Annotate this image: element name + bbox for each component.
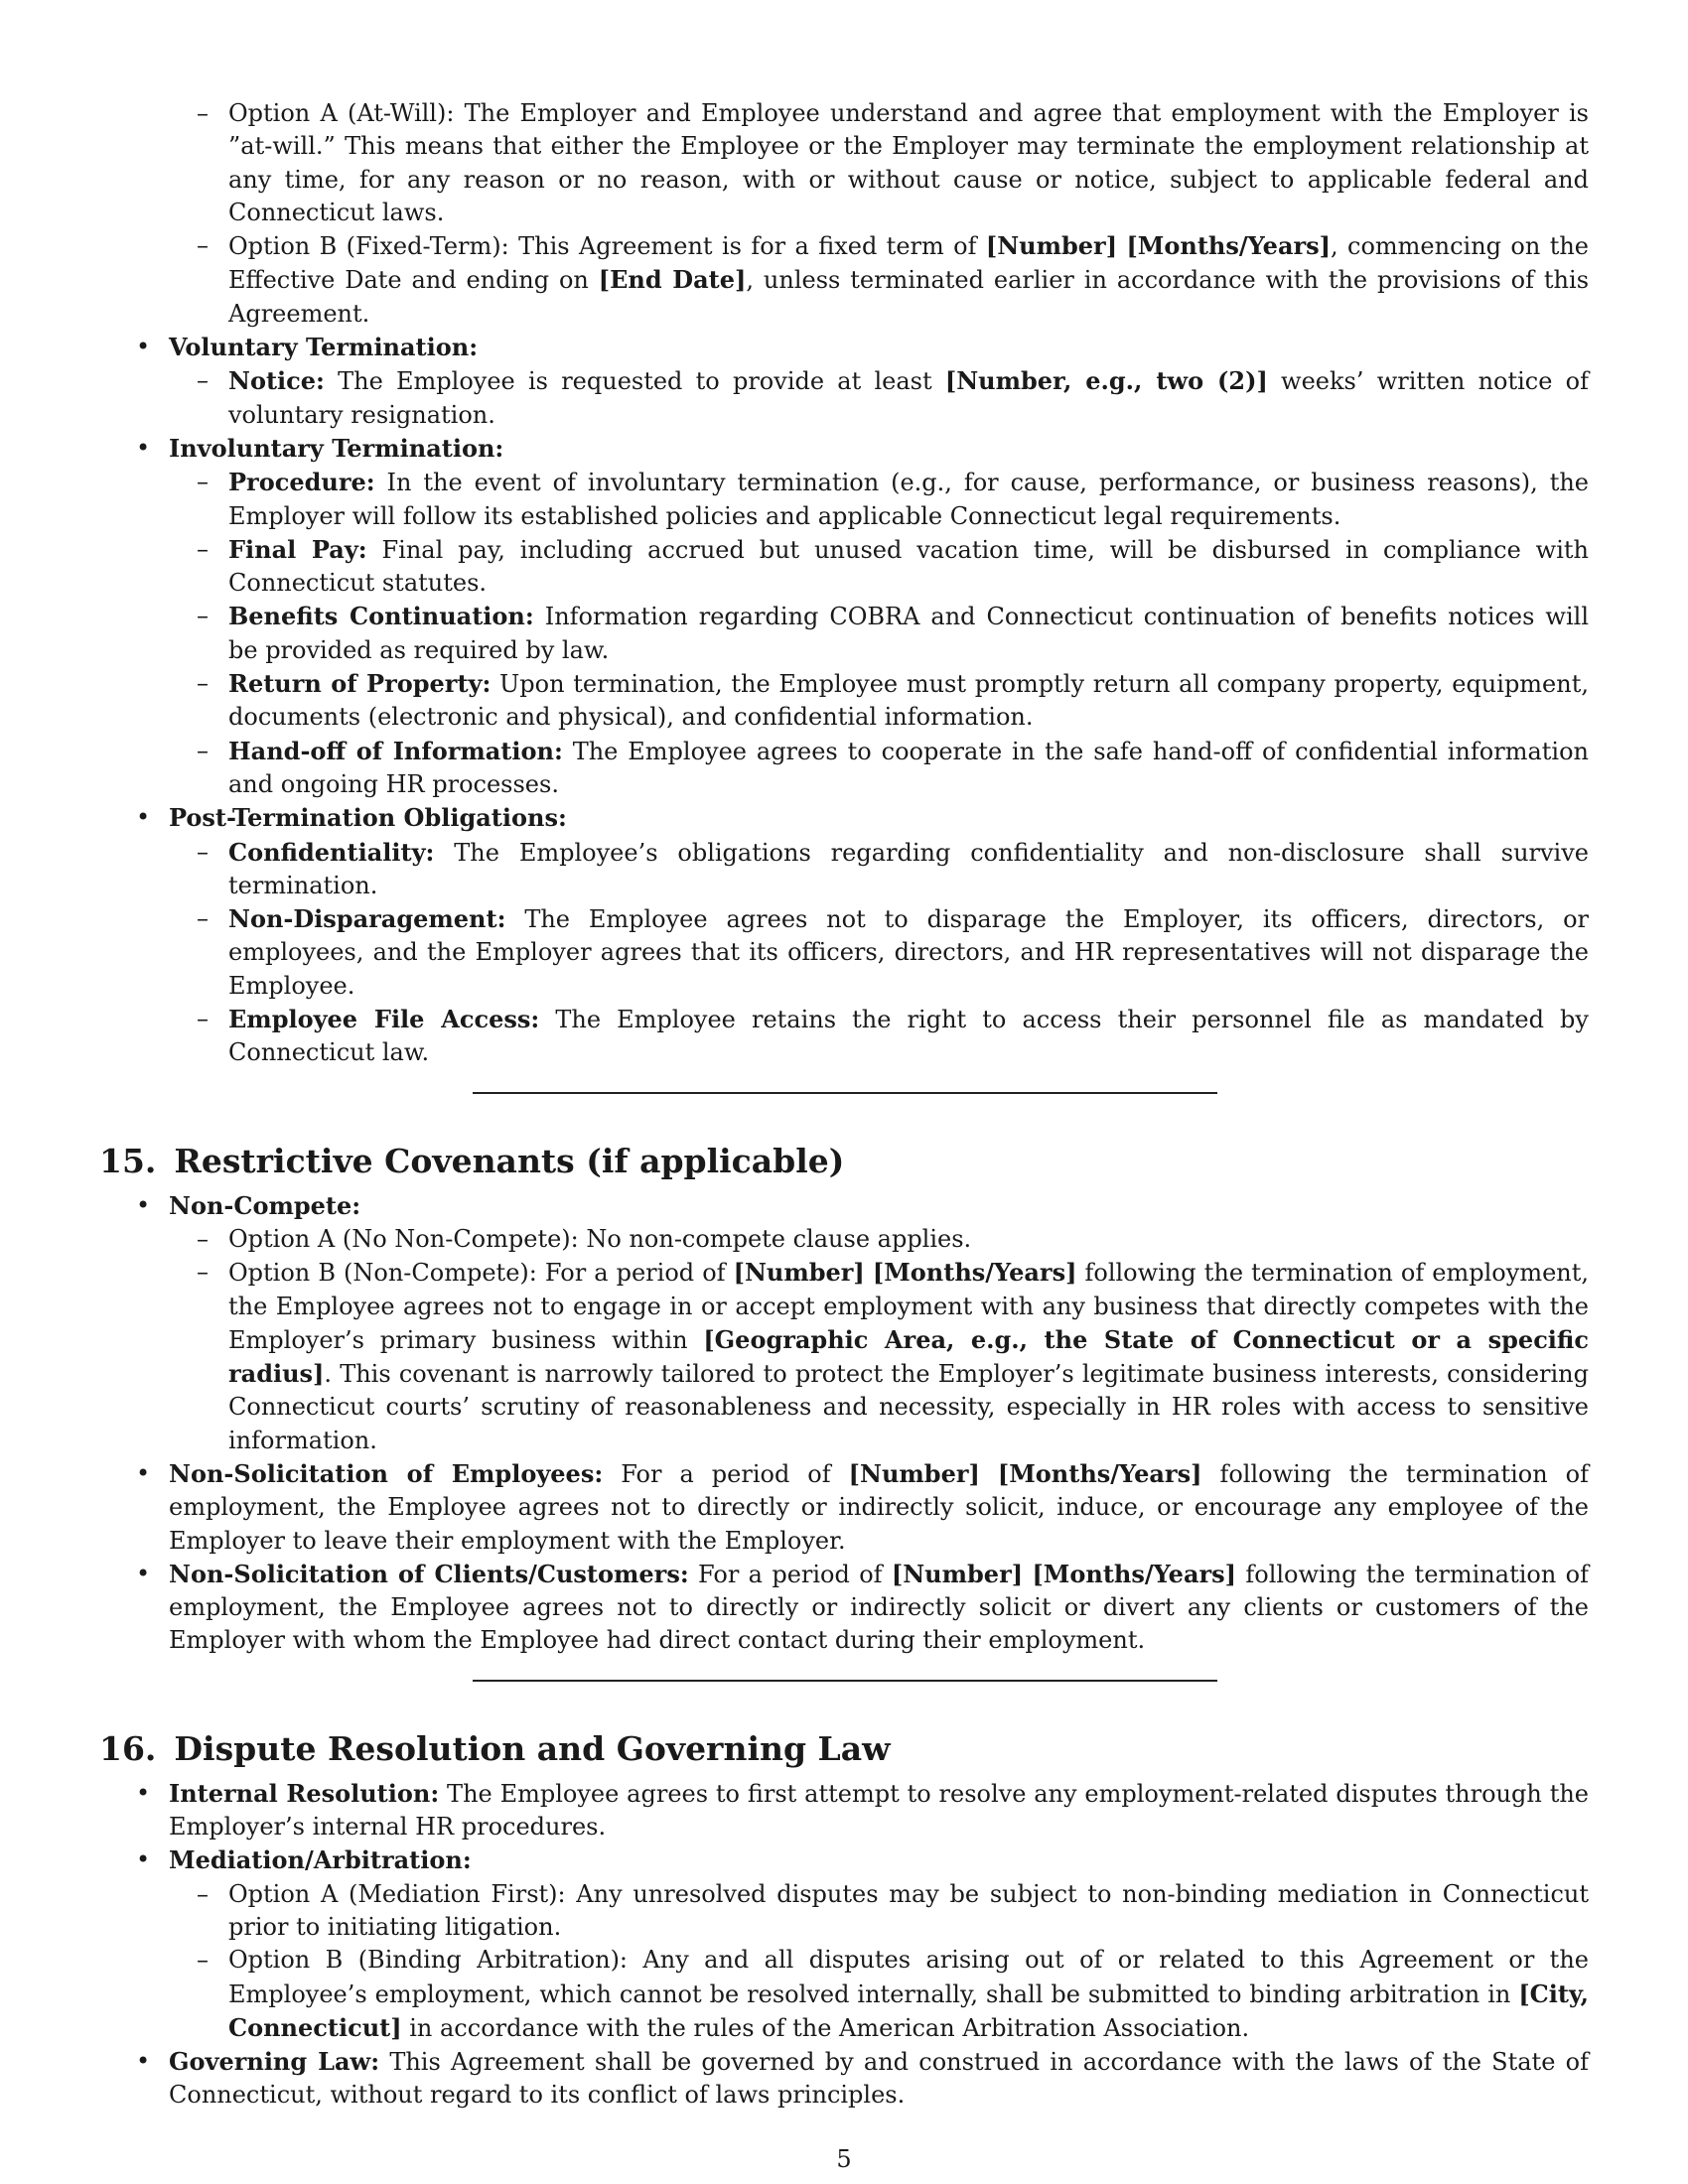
mediation-arbitration: • Mediation/Arbitration: xyxy=(99,1843,1589,1877)
governing-law: • Governing Law: This Agreement shall be governed by and construed in accordance with the laws of the State of Connecticut, without regard to its conflict of laws principles. xyxy=(99,2045,1589,2113)
involuntary-procedure: – Procedure: In the event of involuntary termination (e.g., for cause, performance, or business reasons), the Employer will follow its established policies and applicable Connecticut legal requirements. xyxy=(99,466,1589,533)
option-b-fixed-term: – Option B (Fixed-Term): This Agreement is for a fixed term of [Number] [Months/Years], commencing on the Effective Date and ending on [End Date], unless terminated earlier in accordance with the provisions of this Agreement. xyxy=(99,229,1589,331)
section-16-heading: 16. Dispute Resolution and Governing Law xyxy=(99,1728,891,1768)
non-compete-option-b: – Option B (Non-Compete): For a period of [Number] [Months/Years] following the termination of employment, the Employee agrees not to engage in or accept employment with any business that directly competes with the Employer’s primary business within [Geographic Area, e.g., the State of Connecticut or a specific radius]. This covenant is narrowly tailored to protect the Employer’s legitimate business interests, considering Connecticut courts’ scrutiny of reasonableness and necessity, especially in HR roles with access to sensitive information. xyxy=(99,1256,1589,1457)
involuntary-handoff: – Hand-off of Information: The Employee agrees to cooperate in the safe hand-off of confidential information and ongoing HR processes. xyxy=(99,735,1589,802)
section-divider xyxy=(473,1680,1217,1682)
post-file-access: – Employee File Access: The Employee retains the right to access their personnel file as mandated by Connecticut law. xyxy=(99,1003,1589,1070)
termination-list xyxy=(99,97,1589,1070)
non-compete-option-a: – Option A (No Non-Compete): No non-compete clause applies. xyxy=(99,1223,1589,1256)
voluntary-termination: • Voluntary Termination: xyxy=(99,331,1589,364)
page-content xyxy=(99,97,1589,2113)
non-solicitation-clients: • Non-Solicitation of Clients/Customers: For a period of [Number] [Months/Years] following the termination of employment, the Employee agrees not to directly or indirectly solicit or divert any clients or customers of the Employer with whom the Employee had direct contact during their employment. xyxy=(99,1558,1589,1658)
page-number: 5 xyxy=(836,2145,852,2173)
post-confidentiality: – Confidentiality: The Employee’s obligations regarding confidentiality and non-disclosure shall survive termination. xyxy=(99,836,1589,903)
mediation-option-a: – Option A (Mediation First): Any unresolved disputes may be subject to non-binding mediation in Connecticut prior to initiating litigation. xyxy=(99,1878,1589,1945)
post-non-disparagement: – Non-Disparagement: The Employee agrees not to disparage the Employer, its officers, directors, or employees, and the Employer agrees that its officers, directors, and HR representatives will not disparage the Employee. xyxy=(99,902,1589,1003)
internal-resolution: • Internal Resolution: The Employee agrees to first attempt to resolve any employment-related disputes through the Employer’s internal HR procedures. xyxy=(99,1777,1589,1844)
section-15-list xyxy=(99,1189,1589,1658)
post-termination-obligations: • Post-Termination Obligations: xyxy=(99,801,1589,835)
involuntary-benefits: – Benefits Continuation: Information regarding COBRA and Connecticut continuation of benefits notices will be provided as required by law. xyxy=(99,600,1589,667)
option-a-at-will: – Option A (At-Will): The Employer and Employee understand and agree that employment with the Employer is ”at-will.” This means that either the Employee or the Employer may terminate the employment relationship at any time, for any reason or no reason, with or without cause or notice, subject to applicable federal and Connecticut laws. xyxy=(99,97,1589,229)
arbitration-option-b: – Option B (Binding Arbitration): Any and all disputes arising out of or related to this Agreement or the Employee’s employment, which cannot be resolved internally, shall be submitted to binding arbitration in [City, Connecticut] in accordance with the rules of the American Arbitration Association. xyxy=(99,1944,1589,2045)
non-solicitation-employees: • Non-Solicitation of Employees: For a period of [Number] [Months/Years] following the termination of employment, the Employee agrees not to directly or indirectly solicit, induce, or encourage any employee of the Employer to leave their employment with the Employer. xyxy=(99,1457,1589,1558)
section-divider xyxy=(473,1092,1217,1094)
involuntary-return-property: – Return of Property: Upon termination, the Employee must promptly return all company property, equipment, documents (electronic and physical), and confidential information. xyxy=(99,667,1589,735)
section-16-list xyxy=(99,1777,1589,2113)
section-15-heading: 15. Restrictive Covenants (if applicable) xyxy=(99,1141,845,1180)
voluntary-notice: – Notice: The Employee is requested to provide at least [Number, e.g., two (2)] weeks’ written notice of voluntary resignation. xyxy=(99,364,1589,432)
involuntary-termination: • Involuntary Termination: xyxy=(99,432,1589,466)
non-compete: • Non-Compete: xyxy=(99,1189,1589,1223)
involuntary-final-pay: – Final Pay: Final pay, including accrued but unused vacation time, will be disbursed in compliance with Connecticut statutes. xyxy=(99,533,1589,601)
